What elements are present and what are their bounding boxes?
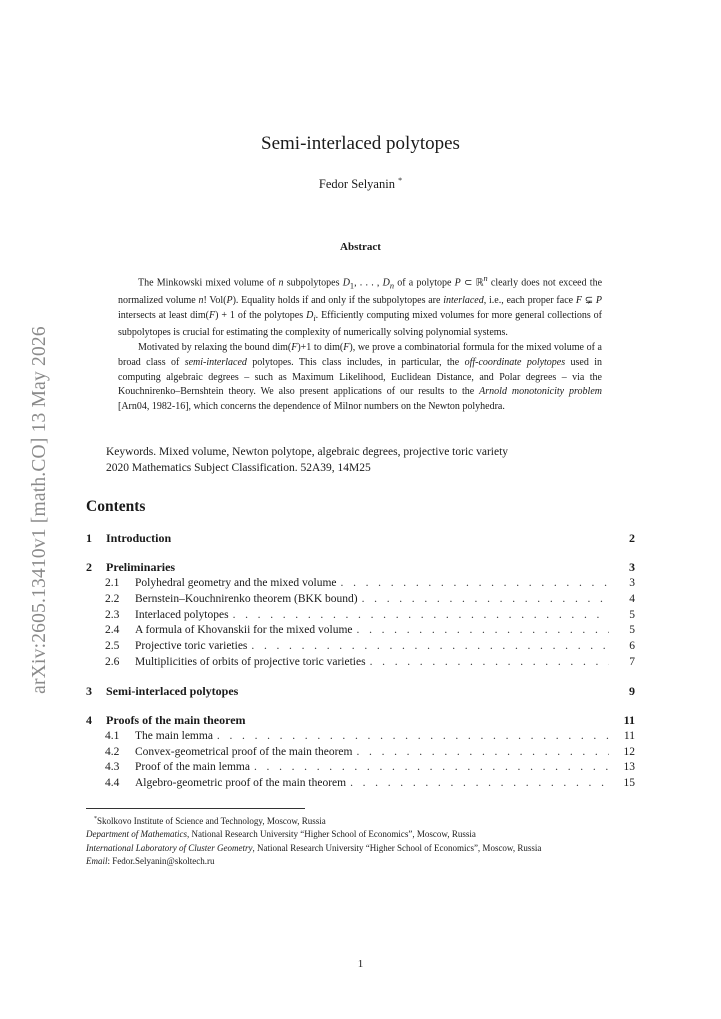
toc-number: 2.2	[105, 592, 120, 605]
toc-page-number[interactable]: 6	[629, 640, 635, 653]
toc-page-number[interactable]: 15	[623, 777, 635, 790]
abstract-text: ! Vol(	[203, 295, 227, 307]
toc-entry-section-4[interactable]	[86, 713, 635, 730]
math-symbol: F	[575, 295, 582, 307]
author-line	[0, 176, 721, 192]
toc-number: 2	[86, 560, 92, 574]
toc-page-number[interactable]: 5	[629, 608, 635, 621]
footnote-line	[86, 828, 636, 841]
toc-dot-leader	[251, 640, 609, 652]
abstract-text: subpolytopes	[283, 277, 343, 289]
contents-heading: Contents	[86, 498, 146, 515]
abstract-text: )+1 to dim(	[297, 342, 344, 354]
toc-number: 2.3	[105, 608, 120, 621]
toc-title[interactable]: A formula of Khovanskii for the mixed volume	[135, 624, 353, 637]
emphasis: semi-interlaced	[184, 356, 247, 368]
toc-dot-leader	[357, 624, 609, 636]
math-symbol: n	[278, 277, 284, 289]
footnote-emphasis: Email	[86, 855, 108, 866]
paper-title: Semi-interlaced polytopes	[261, 133, 460, 154]
toc-title[interactable]: Proofs of the main theorem	[106, 712, 246, 727]
toc-number: 4.2	[105, 745, 120, 758]
math-symbol: n	[198, 295, 204, 307]
toc-section	[86, 560, 635, 672]
abstract-text: ). Equality holds if and only if the subpolytopes are	[232, 295, 444, 307]
toc-page-number[interactable]: 13	[623, 761, 635, 774]
toc-entry-section-2[interactable]	[86, 560, 635, 577]
toc-number: 2.1	[105, 577, 120, 589]
toc-number: 2.4	[105, 624, 120, 637]
footnote-text: , National Research University “Higher School of Economics”, Moscow, Russia	[252, 842, 542, 853]
math-subscript: 1	[349, 281, 355, 291]
toc-entry-subsection-2.3[interactable]	[86, 609, 635, 625]
toc-entry-subsection-2.1[interactable]	[86, 577, 635, 593]
abstract-text: ) + 1 of the polytopes	[215, 309, 307, 321]
toc-page-number[interactable]: 3	[629, 577, 635, 589]
toc-entry-subsection-2.4[interactable]	[86, 624, 635, 640]
math-symbol: F	[343, 342, 350, 354]
math-symbol: P	[454, 277, 461, 289]
footnote-email[interactable]: : Fedor.Selyanin@skoltech.ru	[107, 855, 215, 866]
msc-line: 2020 Mathematics Subject Classification. 52A39, 14M25	[106, 461, 371, 474]
keywords-line: Keywords. Mixed volume, Newton polytope, algebraic degrees, projective toric variety	[106, 446, 509, 458]
toc-entry-section-1[interactable]	[86, 531, 635, 548]
toc-dot-leader	[254, 761, 609, 773]
toc-page-number[interactable]: 5	[629, 624, 635, 637]
toc-dot-leader	[370, 656, 609, 668]
author-name: Fedor Selyanin	[318, 177, 395, 192]
toc-number: 2.6	[105, 655, 120, 668]
emphasis: interlaced	[443, 295, 484, 307]
toc-number: 4	[86, 712, 92, 727]
abstract-text: The Minkowski mixed volume of	[138, 277, 279, 289]
toc-page-number[interactable]: 9	[629, 683, 635, 698]
math-symbol: D	[306, 309, 314, 321]
math-subscript: n	[389, 281, 395, 291]
toc-title[interactable]: Proof of the main lemma	[135, 761, 250, 774]
toc-title[interactable]: Preliminaries	[106, 560, 176, 574]
toc-title[interactable]: Projective toric varieties	[135, 640, 248, 653]
abstract-paragraph-1	[118, 272, 602, 341]
footnote	[86, 813, 636, 868]
emphasis: off-coordinate polytopes	[464, 356, 566, 368]
toc-title[interactable]: Convex-geometrical proof of the main theorem	[135, 745, 353, 758]
arxiv-stamp[interactable]: arXiv:2605.13410v1 [math.CO] 13 May 2026	[29, 326, 50, 694]
toc-title[interactable]: Bernstein–Kouchnirenko theorem (BKK bound)	[135, 592, 358, 605]
toc-page-number[interactable]: 3	[629, 560, 635, 574]
toc-page-number[interactable]: 7	[629, 655, 635, 668]
toc-dot-leader	[362, 593, 609, 605]
toc-page-number[interactable]: 11	[623, 712, 635, 727]
toc-section	[86, 684, 635, 701]
toc-entry-subsection-4.2[interactable]	[86, 746, 635, 762]
math-symbol: P	[595, 295, 602, 307]
footnote-text: , National Research University “Higher School of Economics”, Moscow, Russia	[186, 829, 476, 840]
footnote-emphasis: Department of Mathematics	[86, 829, 187, 840]
footnote-text: Skolkovo Institute of Science and Technology, Moscow, Russia	[97, 816, 326, 826]
toc-dot-leader	[233, 609, 609, 621]
toc-page-number[interactable]: 4	[629, 592, 635, 605]
abstract-text: ), we prove a combinatorial formula for the mixed volume of a broad class of	[118, 342, 602, 368]
toc-entry-subsection-2.2[interactable]	[86, 593, 635, 609]
toc-entry-subsection-4.3[interactable]	[86, 761, 635, 777]
toc-number: 4.3	[105, 761, 120, 774]
abstract-text: Motivated by relaxing the bound dim(	[138, 342, 292, 354]
abstract-text: . Efficiently computing mixed volumes for more general collections of subpolytopes is crucial for estimating the complexity of numerically solving polynomial systems.	[118, 309, 603, 339]
abstract-text: , . . . ,	[354, 277, 383, 289]
emphasis: Arnold monotonicity problem	[479, 386, 602, 398]
toc-title[interactable]: Interlaced polytopes	[135, 608, 229, 621]
toc-section	[86, 713, 635, 793]
math-subscript: i	[313, 313, 316, 323]
page-number: 1	[357, 958, 364, 970]
abstract-text: ⊊	[581, 295, 596, 307]
toc-dot-leader	[350, 777, 609, 789]
toc-entry-subsection-2.6[interactable]	[86, 656, 635, 672]
toc-page-number[interactable]: 2	[629, 531, 635, 545]
toc-dot-leader	[217, 730, 609, 742]
math-symbol: F	[291, 342, 298, 354]
abstract-text: clearly does not exceed the normalized volume	[118, 277, 603, 307]
toc-entry-subsection-2.5[interactable]	[86, 640, 635, 656]
toc-number: 4.4	[105, 777, 120, 790]
abstract-text: , i.e., each proper face	[483, 295, 576, 307]
abstract-text: intersects at least dim(	[118, 309, 209, 321]
abstract-text: ⊂ ℝ	[460, 277, 484, 289]
toc-title[interactable]: Polyhedral geometry and the mixed volume	[135, 577, 337, 589]
footnote-rule	[86, 808, 305, 809]
toc-dot-leader	[356, 746, 609, 758]
math-symbol: D	[382, 277, 390, 289]
math-symbol: F	[208, 309, 216, 321]
toc-entry-subsection-4.4[interactable]	[86, 777, 635, 793]
math-superscript: n	[483, 274, 488, 283]
toc-entry-subsection-4.1[interactable]	[86, 730, 635, 746]
abstract-paragraph-2	[118, 341, 602, 415]
toc-number: 3	[86, 683, 92, 698]
toc-number: 1	[86, 531, 92, 545]
author-footnote-mark[interactable]: *	[398, 176, 403, 185]
footnote-line	[86, 842, 636, 855]
toc-number: 4.1	[105, 729, 120, 742]
footnote-mark: *	[94, 816, 97, 822]
abstract-text: used in computing algebraic degrees – such as Maximum Likelihood, Euclidean Distance, and Polar degrees – via the Kouchnirenko–Bernshtein theory. We also present applications of our results to the	[118, 356, 603, 398]
toc-page-number[interactable]: 11	[623, 729, 635, 742]
toc-title[interactable]: Introduction	[106, 531, 172, 545]
table-of-contents	[86, 531, 635, 805]
toc-title[interactable]: Semi-interlaced polytopes	[106, 683, 239, 698]
footnote-line	[86, 813, 636, 828]
toc-number: 2.5	[105, 640, 120, 653]
toc-title[interactable]: The main lemma	[135, 729, 213, 742]
toc-title[interactable]: Algebro-geometric proof of the main theorem	[135, 777, 347, 790]
abstract-text: polytopes. This class includes, in particular, the	[246, 356, 465, 368]
footnote-emphasis: International Laboratory of Cluster Geometry	[86, 842, 253, 853]
citation-text[interactable]: [Arn04, 1982-16], which concerns the dependence of Milnor numbers on the Newton polyhedra.	[118, 400, 505, 412]
footnote-line	[86, 855, 636, 868]
abstract-body	[118, 272, 602, 415]
math-symbol: D	[342, 277, 350, 289]
toc-title[interactable]: Multiplicities of orbits of projective toric varieties	[135, 655, 366, 668]
abstract-heading: Abstract	[340, 241, 381, 253]
toc-page-number[interactable]: 12	[623, 745, 635, 758]
toc-section	[86, 531, 635, 548]
abstract-text: of a polytope	[394, 277, 455, 289]
math-symbol: P	[226, 295, 233, 307]
toc-entry-section-3[interactable]	[86, 684, 635, 701]
toc-dot-leader	[341, 577, 609, 589]
keywords-block	[106, 445, 616, 476]
